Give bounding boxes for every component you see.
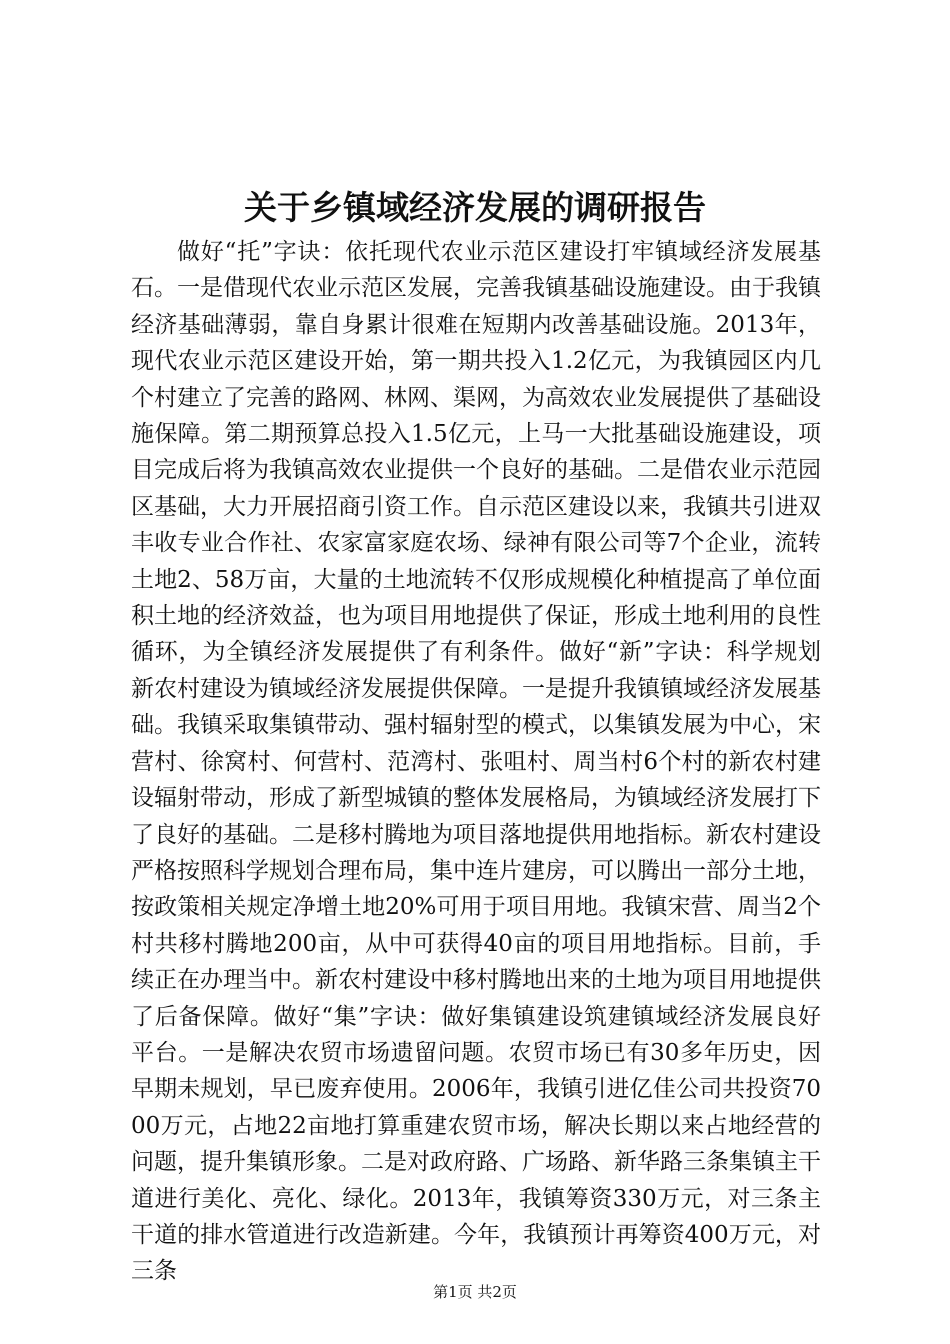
document-title: 关于乡镇域经济发展的调研报告 bbox=[244, 188, 706, 227]
document-body-paragraph: 做好“托”字诀：依托现代农业示范区建设打牢镇域经济发展基石。一是借现代农业示范区发展，完善我镇基础设施建设。由于我镇经济基础薄弱，靠自身累计很难在短期内改善基础设施。2013年，现代农业示范区建设开始，第一期共投入1.2亿元，为我镇园区内几个村建立了完善的路网、林网、渠网，为高效农业发展提供了基础设施保障。第二期预算总投入1.5亿元，上马一大批基础设施建设，项目完成后将为我镇高效农业提供一个良好的基础。二是借农业示范园区基础，大力开展招商引资工作。自示范区建设以来，我镇共引进双丰收专业合作社、农家富家庭农场、绿神有限公司等7个企业，流转土地2、58万亩，大量的土地流转不仅形成规模化种植提高了单位面积土地的经济效益，也为项目用地提供了保证，形成土地利用的良性循环，为全镇经济发展提供了有利条件。做好“新”字诀：科学规划新农村建设为镇域经济发展提供保障。一是提升我镇镇域经济发展基础。我镇采取集镇带动、强村辐射型的模式，以集镇发展为中心，宋营村、徐窝村、何营村、范湾村、张咀村、周当村6个村的新农村建设辐射带动，形成了新型城镇的整体发展格局，为镇域经济发展打下了良好的基础。二是移村腾地为项目落地提供用地指标。新农村建设严格按照科学规划合理布局，集中连片建房，可以腾出一部分土地，按政策相关规定净增土地20%可用于项目用地。我镇宋营、周当2个村共移村腾地200亩，从中可获得40亩的项目用地指标。目前，手续正在办理当中。新农村建设中移村腾地出来的土地为项目用地提供了后备保障。做好“集”字诀：做好集镇建设筑建镇域经济发展良好平台。一是解决农贸市场遗留问题。农贸市场已有30多年历史，因早期未规划，早已废弃使用。2006年，我镇引进亿佳公司共投资7000万元，占地22亩地打算重建农贸市场，解决长期以来占地经营的问题，提升集镇形象。二是对政府路、广场路、新华路三条集镇主干道进行美化、亮化、绿化。2013年，我镇筹资330万元，对三条主干道的排水管道进行改造新建。今年，我镇预计再筹资400万元，对三条 bbox=[131, 239, 821, 1285]
page-number-footer: 第1页 共2页 bbox=[433, 1283, 517, 1301]
